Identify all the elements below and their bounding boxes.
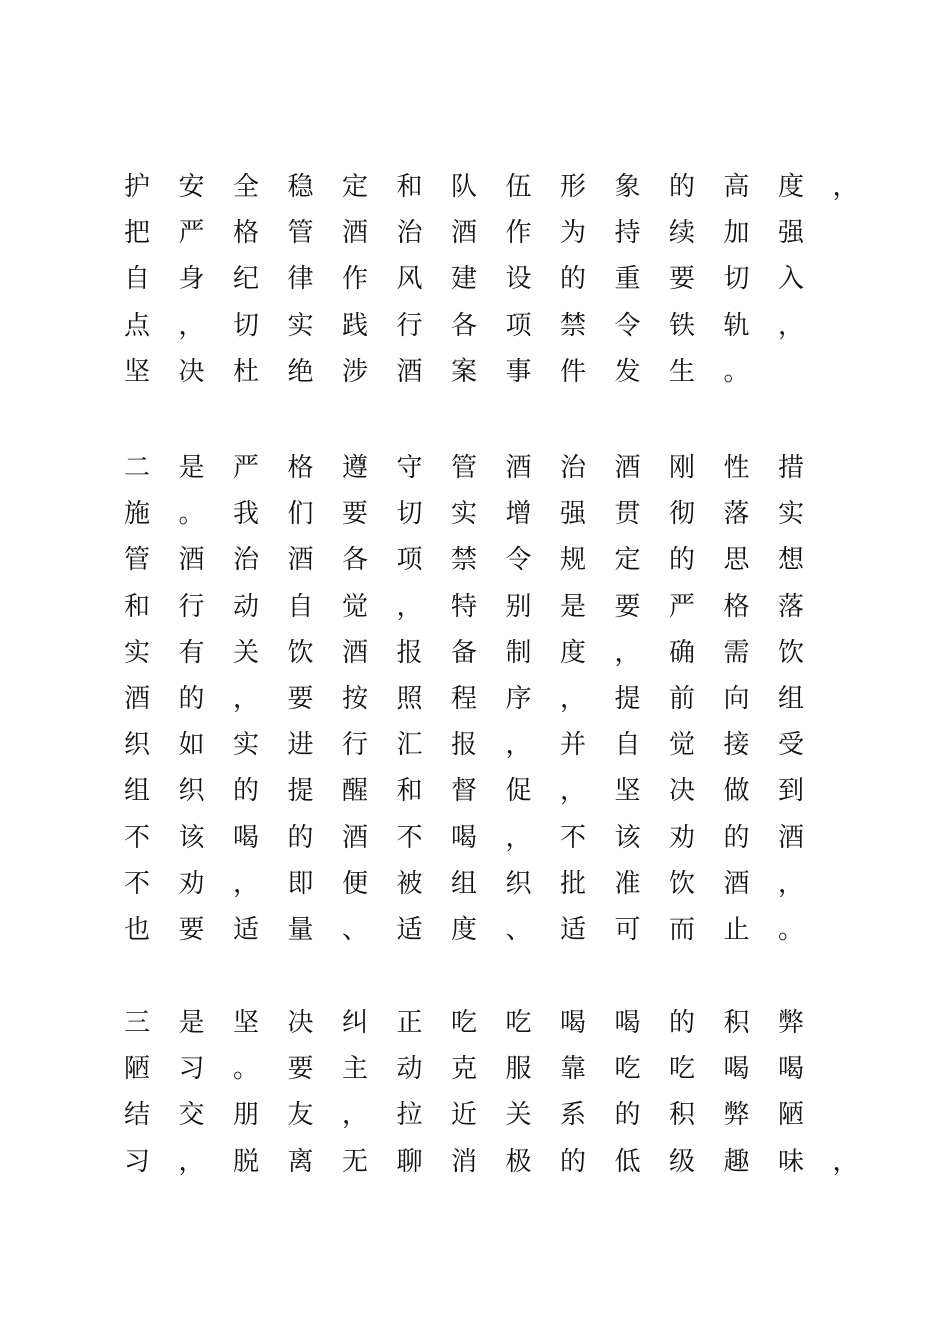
document-page: 护 安 全 稳 定 和 队 伍 形 象 的 高 度 ， 把 严 格 管 酒 治 酒 作 为 持 续 加 强 自 身 纪 律 作 风 建 设 的 重 要 切 入 点 ， 切 实 践 行 各 项 禁 令 铁 轨 ， 坚 决 杜 绝 涉 酒 案 事 件 发 生 。 二 是 严 格 遵 守 管 酒 治 酒 刚 性 措 施 。 我 们 要 切 实 增 强 贯 彻 落 实 管 酒 治 酒 各 项 禁 令 规 定 的 思 想 和 行 动 自 觉 ， 特 别 是 要 严 格 落 实 有 关 饮 酒 报 备 制 度 ， 确 需 饮 酒 的 ， 要 按 照 程 序 ， 提 前 向 组 织 如 实 进 行 汇 报 ， 并 自 觉 接 受 组 织 的 提 醒 和 督 促 ， 坚 决 做 到 不 该 喝 的 酒 不 喝 ， 不 该 劝 的 酒 不 劝 ， 即 便 被 组 织 批 准 饮 酒 ， 也 要 适 量 、 适 度 、 适 可 而 止 。 三 是 坚 决 纠 正 吃 吃 喝 喝 的 积 弊 陋 习 。 要 主 动 克 服 靠 吃 吃 喝 喝 结 交 朋 友 ， 拉 近 关 系 的 积 弊 陋 习 ， 脱 离 无 聊 消 极 的 低 级 趣 味 ， <box>0 0 950 1344</box>
